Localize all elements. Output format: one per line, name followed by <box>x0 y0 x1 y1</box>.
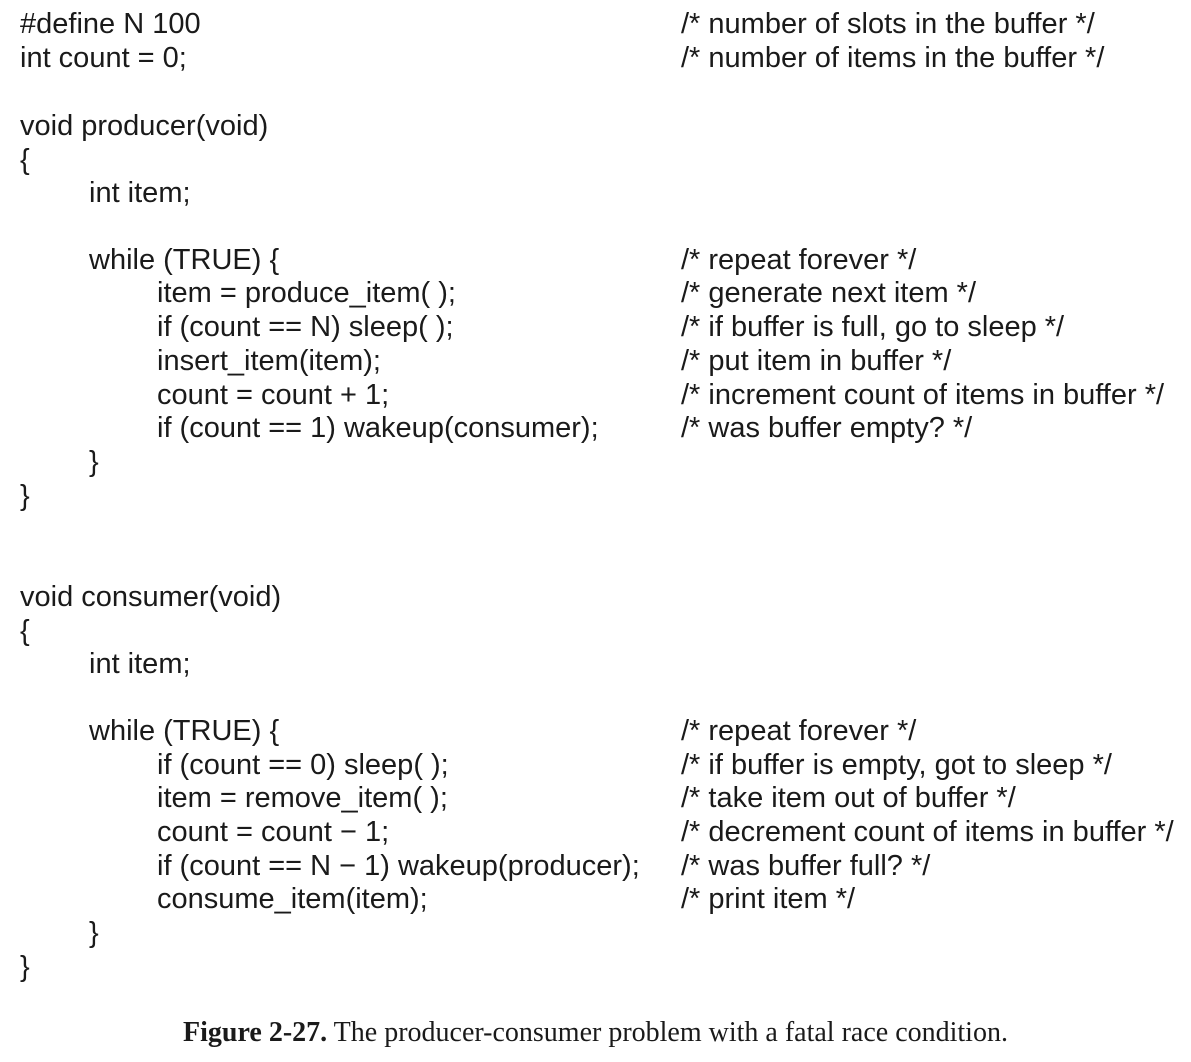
code-comment: /* number of slots in the buffer */ <box>681 8 1095 40</box>
figure-caption <box>0 1015 1191 1051</box>
code-line: } <box>20 951 30 983</box>
code-line: if (count == N) sleep( ); <box>157 311 454 343</box>
code-line: void producer(void) <box>20 110 269 142</box>
code-comment: /* print item */ <box>681 883 856 915</box>
code-line: int item; <box>89 648 191 680</box>
code-line: count = count + 1; <box>157 379 390 411</box>
code-line: if (count == N − 1) wakeup(producer); <box>157 850 640 882</box>
code-comment: /* number of items in the buffer */ <box>681 42 1105 74</box>
caption-text: The producer-consumer problem with a fatal race condition. <box>333 1017 1008 1048</box>
code-line: } <box>89 446 99 478</box>
code-comment: /* repeat forever */ <box>681 244 917 276</box>
code-line: } <box>89 917 99 949</box>
code-line: int item; <box>89 177 191 209</box>
code-comment: /* if buffer is full, go to sleep */ <box>681 311 1065 343</box>
code-comment: /* was buffer empty? */ <box>681 412 973 444</box>
code-comment: /* if buffer is empty, got to sleep */ <box>681 749 1112 781</box>
code-comment: /* generate next item */ <box>681 277 976 309</box>
code-line: int count = 0; <box>20 42 187 74</box>
code-line: #define N 100 <box>20 8 201 40</box>
code-comment: /* put item in buffer */ <box>681 345 952 377</box>
code-line: consume_item(item); <box>157 883 428 915</box>
code-line: while (TRUE) { <box>89 715 280 747</box>
code-line: item = produce_item( ); <box>157 277 456 309</box>
code-line: while (TRUE) { <box>89 244 280 276</box>
code-comment: /* repeat forever */ <box>681 715 917 747</box>
caption-label: Figure 2-27. <box>183 1017 328 1048</box>
code-line: insert_item(item); <box>157 345 381 377</box>
code-line: void consumer(void) <box>20 581 282 613</box>
code-line: item = remove_item( ); <box>157 782 448 814</box>
code-comment: /* increment count of items in buffer */ <box>681 379 1165 411</box>
code-line: } <box>20 480 30 512</box>
code-line: { <box>20 615 30 647</box>
code-comment: /* was buffer full? */ <box>681 850 931 882</box>
code-comment: /* decrement count of items in buffer */ <box>681 816 1174 848</box>
code-line: { <box>20 144 30 176</box>
code-line: count = count − 1; <box>157 816 390 848</box>
code-line: if (count == 1) wakeup(consumer); <box>157 412 599 444</box>
code-comment: /* take item out of buffer */ <box>681 782 1016 814</box>
code-line: if (count == 0) sleep( ); <box>157 749 449 781</box>
